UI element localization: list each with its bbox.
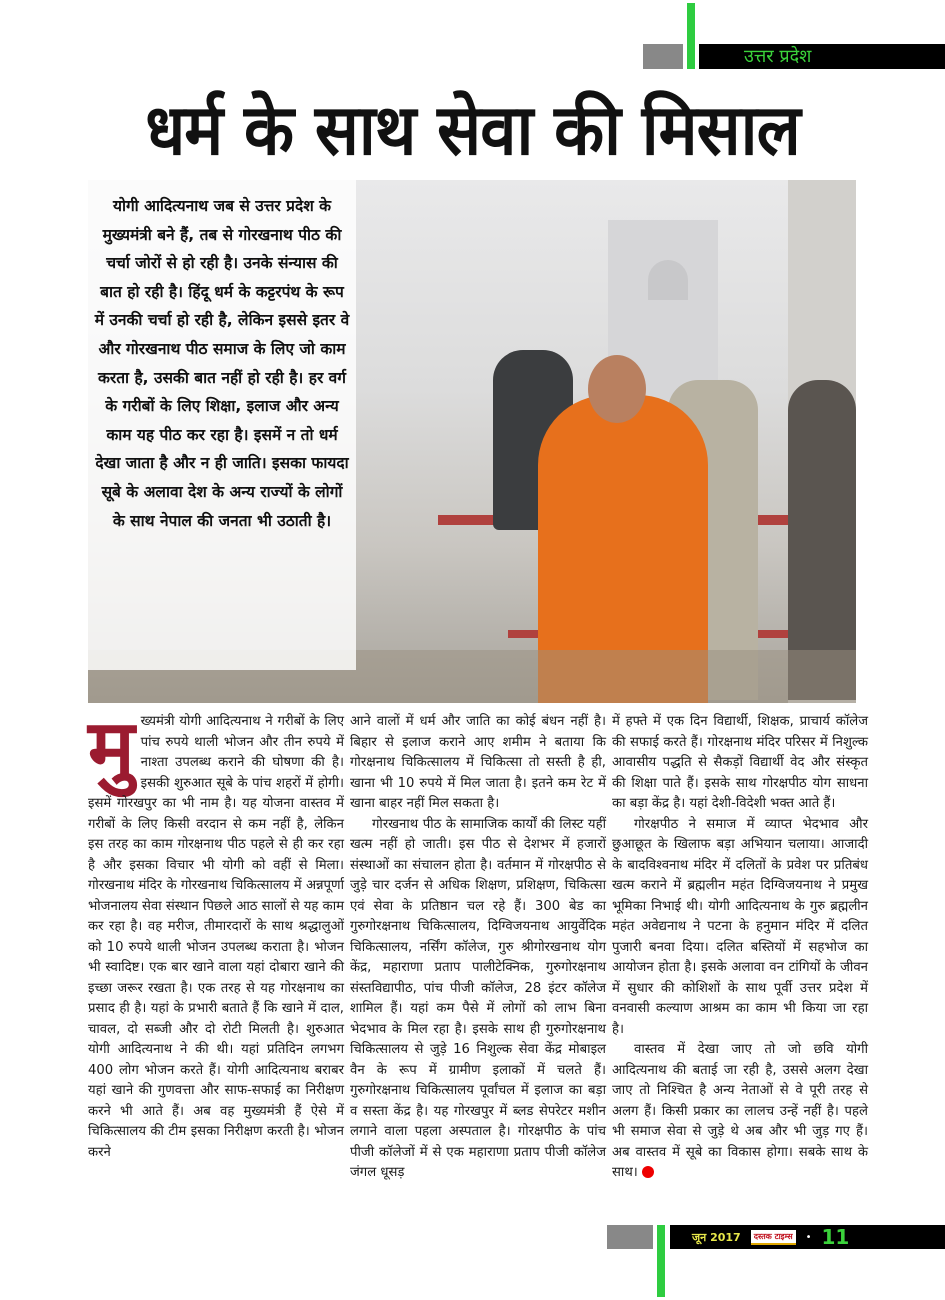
paragraph: वास्तव में देखा जाए तो जो छवि योगी आदित्यनाथ की बताई जा रही है, उससे अलग देखा जाए तो निश्चित है अन्य नेताओं से वे पूरी तरह से अलग हैं। किसी प्रकार का लालच उन्हें नहीं है। पहले भी समाज सेवा से जुड़े थे अब और भी जुड़ गए हैं। अब वास्तव में सूबे का विकास होगा। सबके साथ के साथ। — [612, 1042, 868, 1180]
issue-date: जून 2017 — [692, 1230, 741, 1244]
footer-bar — [670, 1225, 945, 1249]
drop-cap: मु — [88, 703, 135, 794]
paragraph: में हफ्ते में एक दिन विद्यार्थी, शिक्षक, प्राचार्य कॉलेज की सफाई करते हैं। गोरक्षनाथ मंदिर परिसर में निशुल्क आवासीय पद्धति से सैकड़ों विद्यार्थी वेद और संस्कृत की शिक्षा पाते हैं। इसके साथ गोरक्षपीठ योग साधना का बड़ा केंद्र है। यहां देशी-विदेशी भक्त आते हैं। — [612, 714, 868, 811]
article-column-1 — [88, 703, 344, 1163]
paragraph: आने वालों में धर्म और जाति का कोई बंधन नहीं है। बिहार से इलाज कराने आए शमीम ने बताया कि गोरक्षनाथ चिकित्सालय में चिकित्सा तो सस्ती है ही, खाना भी 10 रुपये में मिल जाता है। इतने कम रेट में खाना बाहर नहीं मिल सकता है। — [350, 714, 606, 811]
pull-quote: योगी आदित्यनाथ जब से उत्तर प्रदेश के मुख्यमंत्री बने हैं, तब से गोरखनाथ पीठ की चर्चा जोरों से हो रही है। उनके संन्यास की बात हो रही है। हिंदू धर्म के कट्टरपंथ के रूप में उनकी चर्चा हो रही है, लेकिन इससे इतर वे और गोरखनाथ पीठ समाज के लिए जो काम करता है, उसकी बात नहीं हो रही है। हर वर्ग के गरीबों के लिए शिक्षा, इलाज और अन्य काम यह पीठ कर रहा है। इसमें न तो धर्म देखा जाता है और न ही जाति। इसका फायदा सूबे के अलावा देश के अन्य राज्यों के लोगों के साथ नेपाल की जनता भी उठाती है। — [88, 180, 356, 670]
footer-green-bar — [657, 1225, 665, 1297]
paragraph: ख्यमंत्री योगी आदित्यनाथ ने गरीबों के लिए पांच रुपये थाली भोजन और तीन रुपये में नाश्ता उपलब्ध कराने की घोषणा की है। इसकी शुरुआत सूबे के पांच शहरों में होगी। इसमें गोरखपुर का भी नाम है। यह योजना वास्तव में गरीबों के लिए किसी वरदान से कम नहीं है, लेकिन इस तरह का काम गोरक्षनाथ पीठ पहले से ही कर रहा है और इसका विचार भी योगी को वहीं से मिला। गोरखनाथ मंदिर के गोरखनाथ चिकित्सालय में अन्नपूर्णा भोजनालय सेवा संस्थान पिछले आठ सालों से यह काम कर रहा है। वह मरीज, तीमारदारों के साथ श्रद्धालुओं को 10 रुपये थाली भोजन उपलब्ध कराता है। भोजन भी स्वादिष्ट। एक बार खाने वाला यहां दोबारा खाने की इच्छा जरूर रखता है। एक तरह से यह गोरक्षनाथ का प्रसाद ही है। यहां के प्रभारी बताते हैं कि खाने में दाल, चावल, दो सब्जी और दो रोटी मिलती है। शुरुआत योगी आदित्यनाथ ने की थी। यहां प्रतिदिन लगभग 400 लोग भोजन करते हैं। योगी आदित्यनाथ बराबर यहां खाने की गुणवत्ता और साफ-सफाई का निरीक्षण करने भी आते हैं। अब वह मुख्यमंत्री हैं ऐसे में चिकित्सालय की टीम इसका निरीक्षण करती है। भोजन करने — [88, 714, 344, 1160]
article-column-3 — [612, 712, 868, 1184]
header-gray-block — [643, 44, 683, 69]
page-number: 11 — [821, 1225, 850, 1249]
end-mark-dot-icon — [642, 1166, 654, 1178]
article-column-2 — [350, 712, 606, 1184]
header-green-bar — [687, 3, 695, 69]
paragraph: गोरखनाथ पीठ के सामाजिक कार्यों की लिस्ट यहीं खत्म नहीं हो जाती। इस पीठ से देशभर में हजारों संस्थाओं का संचालन होता है। वर्तमान में गोरक्षपीठ से जुड़े चार दर्जन से अधिक शिक्षण, प्रशिक्षण, चिकित्सा एवं सेवा के प्रतिष्ठान चल रहे हैं। 300 बेड का गुरुगोरक्षनाथ चिकित्सालय, दिग्विजयनाथ आयुर्वेदिक चिकित्सालय, नर्सिंग कॉलेज, गुरु श्रीगोरखनाथ योग केंद्र, महाराणा प्रताप पालीटेक्निक, गुरुगोरक्षनाथ संस्तविद्यापीठ, पांच पीजी कॉलेज, 28 इंटर कॉलेज शामिल हैं। यहां कम पैसे में लोगों को लाभ बिना भेदभाव के मिल रहा है। इसके साथ ही गुरुगोरक्षनाथ चिकित्सालय से जुड़े 16 निशुल्क सेवा केंद्र मोबाइल वैन के रूप में ग्रामीण इलाकों में चलते हैं। गुरुगोरक्षनाथ चिकित्सालय पूर्वांचल में इलाज का बड़ा व सस्ता केंद्र है। यह गोरखपुर में ब्लड सेपरेटर मशीन लगाने वाला पहला अस्पताल है। गोरक्षपीठ के पांच पीजी कॉलेजों में से एक महाराणा प्रताप पीजी कॉलेज जंगल धूसड़ — [350, 816, 606, 1180]
paragraph: गोरक्षपीठ ने समाज में व्याप्त भेदभाव और छुआछूत के खिलाफ बड़ा अभियान चलाया। आजादी के बादविश्वनाथ मंदिर में दलितों के प्रवेश पर प्रतिबंध खत्म कराने में ब्रह्मलीन महंत दिग्विजयनाथ ने प्रमुख भूमिका निभाई थी। योगी आदित्यनाथ के गुरु ब्रह्मलीन महंत अवेद्यनाथ ने पटना के हनुमान मंदिर में दलित पुजारी बनवा दिया। दलित बस्तियों में सहभोज का आयोजन होता है। इसके अलावा वन टांगियों के जीवन में सुधार की कोशिशों के साथ पूर्वी उत्तर प्रदेश में वनवासी कल्याण आश्रम का काम भी किया जा रहा है। — [612, 816, 868, 1037]
footer-gray-block — [607, 1225, 653, 1249]
magazine-logo: दस्तक टाइम्स — [751, 1230, 796, 1245]
section-label: उत्तर प्रदेश — [699, 44, 945, 69]
article-title: धर्म के साथ सेवा की मिसाल — [145, 89, 800, 171]
footer-bullet: • — [805, 1231, 812, 1243]
